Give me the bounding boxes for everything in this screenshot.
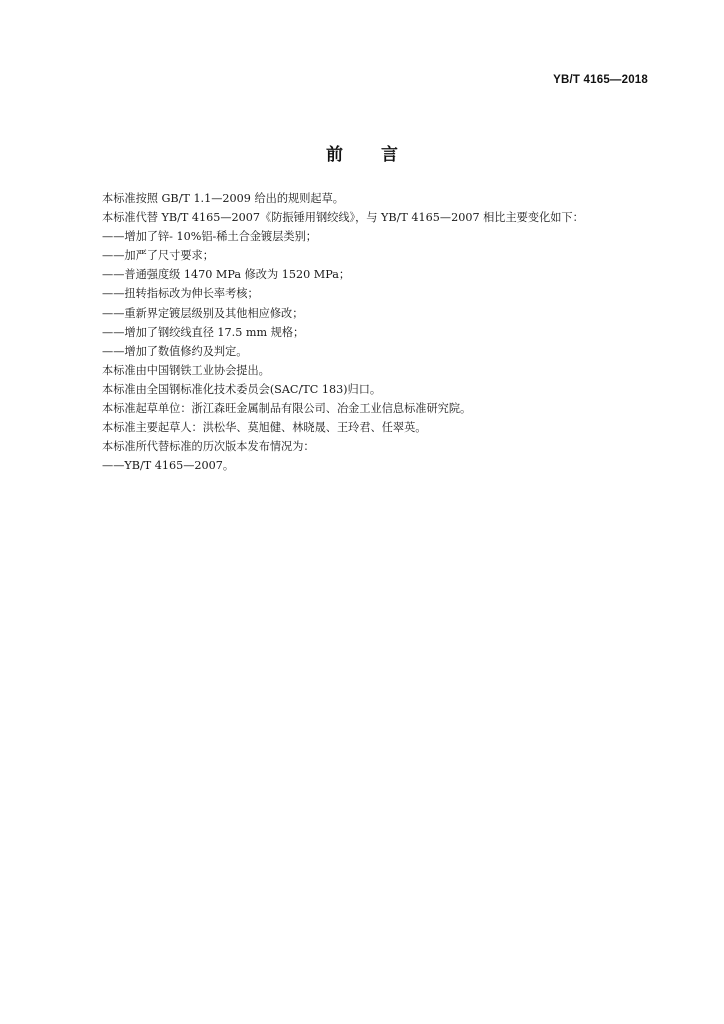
text-line: ——加严了尺寸要求； [102, 249, 214, 263]
page-title: 前言 [326, 145, 436, 165]
text-line: ——增加了数值修约及判定。 [102, 344, 248, 358]
text-line: ——重新界定镀层级别及其他相应修改； [102, 306, 304, 320]
text-line: 本标准由中国钢铁工业协会提出。 [102, 363, 270, 377]
text-line: 本标准由全国钢标准化技术委员会(SAC/TC 183)归口。 [102, 382, 382, 396]
text-line: 本标准代替 YB/T 4165—2007《防振锤用钢绞线》，与 YB/T 4165—2007 相比主要变化如下： [102, 211, 584, 225]
text-line: ——增加了钢绞线直径 17.5 mm 规格； [102, 325, 305, 339]
text-line: ——增加了锌- 10%铝-稀土合金镀层类别； [102, 230, 317, 244]
text-line: 本标准按照 GB/T 1.1—2009 给出的规则起草。 [102, 192, 344, 205]
text-line: 本标准起草单位：浙江森旺金属制品有限公司、冶金工业信息标准研究院。 [102, 402, 472, 416]
text-line: ——扭转指标改为伸长率考核； [102, 287, 259, 301]
foreword-body [102, 189, 662, 475]
text-line: ——YB/T 4165—2007。 [102, 459, 235, 473]
text-line: 本标准所代替标准的历次版本发布情况为： [102, 440, 315, 454]
text-line: ——普通强度级 1470 MPa 修改为 1520 MPa； [102, 268, 351, 282]
text-line: 本标准主要起草人：洪松华、莫旭健、林晓晟、王玲君、任翠英。 [102, 421, 427, 435]
standard-code-header: YB/T 4165—2018 [553, 74, 648, 86]
